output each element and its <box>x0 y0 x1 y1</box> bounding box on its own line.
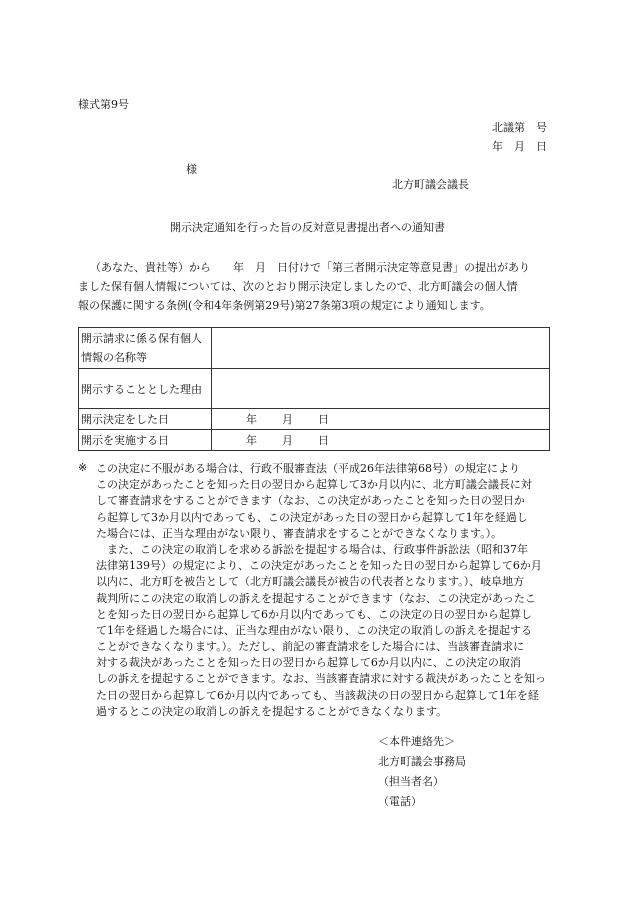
row-date-value <box>212 409 550 430</box>
note-line: ら起算して3か月以内であっても、この決定があった日の翌日から起算して1年を経過し <box>96 510 528 524</box>
year-label: 年 <box>246 413 257 426</box>
note-mark: ※ <box>78 461 88 474</box>
form-number: 様式第9号 <box>78 98 129 111</box>
day-label: 日 <box>318 434 329 447</box>
body-line: 報の保護に関する条例(令和4年条例第29号)第27条第3項の規定により通知します。 <box>78 299 491 312</box>
appeal-notice <box>78 461 552 720</box>
table-row <box>79 328 550 369</box>
row-value <box>212 328 550 369</box>
document-title: 開示決定通知を行った旨の反対意見書提出者への通知書 <box>170 221 445 234</box>
table-row <box>79 430 550 451</box>
note-line: 法律第139号）の規定により、この決定があったことを知った日の翌日から起算して6か月 <box>96 559 542 573</box>
table-row <box>79 369 550 409</box>
contact-person: （担当者名） <box>378 775 444 788</box>
row-label: 開示を実施する日 <box>79 430 212 451</box>
note-line: て1年を経過した場合には、正当な理由がない限り、この決定の取消しの訴えを提起する <box>96 623 532 637</box>
note-line: 以内に、北方町を被告として（北方町議会議長が被告の代表者となります。）、岐阜地方 <box>96 575 525 589</box>
body-line: （あなた、貴社等）から 年 月 日付けで「第三者開示決定等意見書」の提出があり <box>90 261 530 274</box>
row-label: 開示することとした理由 <box>79 369 212 409</box>
row-label: 開示請求に係る保有個人 情報の名称等 <box>79 328 212 369</box>
body-line: ました保有個人情報については、次のとおり開示決定しましたので、北方町議会の個人情 <box>78 280 518 293</box>
note-line: た場合には、正当な理由がない限り、審査請求をすることができなくなります。）。 <box>96 526 503 540</box>
row-date-value <box>212 430 550 451</box>
contact-phone: （電話） <box>378 795 422 808</box>
month-label: 月 <box>282 434 293 447</box>
note-line: 過するとこの決定の取消しの訴えを提起することができなくなります。 <box>96 704 448 718</box>
note-line: また、この決定の取消しを求める訴訟を提起する場合は、行政事件訴訟法（昭和37年 <box>96 542 528 556</box>
note-line: 裁判所にこの決定の取消しの訴えを提起することができます（なお、この決定があったこ <box>96 591 536 605</box>
note-line: この決定に不服がある場合は、行政不服審査法（平成26年法律第68号）の規定により <box>96 462 520 475</box>
decision-info-table <box>78 327 550 451</box>
month-label: 月 <box>282 413 293 426</box>
addressee-suffix: 様 <box>186 163 197 176</box>
year-label: 年 <box>246 434 257 447</box>
note-line: た日の翌日から起算して6か月以内であっても、当該裁決の日の翌日から起算して1年を経 <box>96 688 539 702</box>
note-line: ことができなくなります。）。ただし、前記の審査請求をした場合には、当該審査請求に <box>96 640 525 654</box>
sender-name: 北方町議会議長 <box>392 178 469 191</box>
row-value <box>212 369 550 409</box>
note-line: この決定があったことを知った日の翌日から起算して3か月以内に、北方町議会議長に対 <box>96 478 532 492</box>
contact-heading: ＜本件連絡先＞ <box>378 735 455 748</box>
note-line: とを知った日の翌日から起算して6か月以内であっても、この決定の日の翌日から起算し <box>96 607 532 621</box>
table-row <box>79 409 550 430</box>
note-text <box>78 461 552 720</box>
contact-office: 北方町議会事務局 <box>378 755 466 768</box>
day-label: 日 <box>318 413 329 426</box>
note-line: して審査請求をすることができます（なお、この決定があったことを知った日の翌日か <box>96 494 525 508</box>
note-line: しの訴えを提起することができます。なお、当該審査請求に対する裁決があったことを知っ <box>96 672 547 686</box>
note-line: 対する裁決があったことを知った日の翌日から起算して6か月以内に、この決定の取消 <box>96 656 521 670</box>
document-number: 北議第 号 <box>492 121 547 134</box>
row-label: 開示決定をした日 <box>79 409 212 430</box>
issue-date: 年 月 日 <box>492 140 547 153</box>
